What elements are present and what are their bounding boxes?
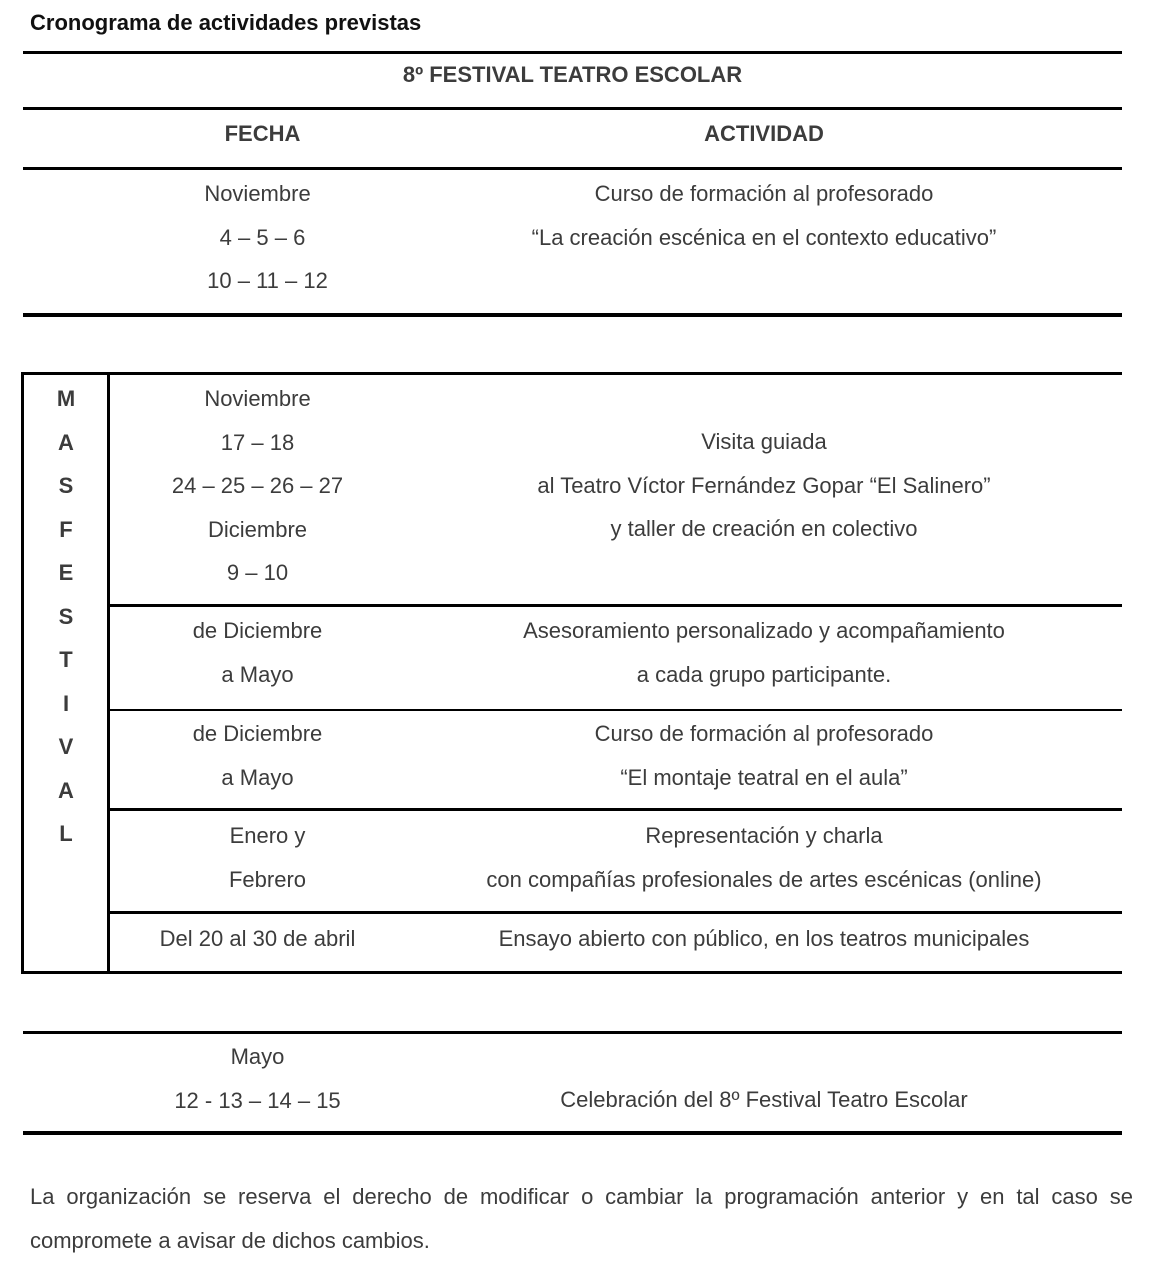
label-letter: S (58, 473, 74, 498)
activity-line: Celebración del 8º Festival Teatro Escolar (560, 1087, 968, 1112)
divider (23, 313, 1122, 317)
date-line: a Mayo (221, 764, 294, 790)
activity-line: Ensayo abierto con público, en los teatros municipales (498, 926, 1030, 951)
date-line: 4 – 5 – 6 (219, 224, 306, 250)
activity-cell (405, 172, 1123, 259)
date-line: 12 - 13 – 14 – 15 (174, 1087, 341, 1113)
column-header-activity: ACTIVIDAD (704, 121, 824, 146)
label-letter: A (58, 429, 74, 455)
festival-heading: 8º FESTIVAL TEATRO ESCOLAR (402, 62, 743, 87)
date-line: 17 – 18 (220, 429, 295, 455)
divider (21, 372, 1122, 375)
activity-line: Visita guiada (701, 429, 827, 454)
activity-line: y taller de creación en colectivo (610, 516, 918, 541)
date-line: 24 – 25 – 26 – 27 (171, 473, 344, 498)
divider (23, 167, 1122, 170)
label-letter: I (62, 690, 70, 716)
label-letter: T (59, 647, 73, 672)
divider (108, 911, 1122, 914)
activity-cell (405, 712, 1123, 799)
date-line: Diciembre (207, 516, 308, 542)
date-cell (110, 609, 405, 696)
activity-line: Curso de formación al profesorado (594, 721, 934, 746)
activity-line: “El montaje teatral en el aula” (620, 764, 908, 790)
date-cell (110, 712, 405, 799)
activity-cell (405, 814, 1123, 901)
activity-line: Representación y charla (645, 823, 883, 848)
activity-cell (405, 420, 1123, 551)
divider (23, 107, 1122, 110)
date-line: Noviembre (204, 181, 311, 206)
date-cell (120, 814, 415, 901)
date-cell (110, 1035, 405, 1122)
activity-line: Curso de formación al profesorado (594, 181, 934, 206)
date-line: 9 – 10 (226, 560, 289, 585)
column-header-date: FECHA (224, 121, 301, 146)
date-line: Enero y (229, 823, 306, 848)
divider (108, 709, 1122, 711)
divider (23, 51, 1122, 54)
divider (108, 604, 1122, 607)
label-letter: F (59, 516, 73, 542)
label-letter: L (59, 821, 73, 846)
label-letter: A (58, 777, 74, 803)
label-letter: M (56, 386, 76, 411)
date-line: de Diciembre (192, 721, 323, 746)
activity-cell (405, 917, 1123, 961)
masfestival-vertical-label (23, 377, 109, 856)
label-letter: E (58, 560, 74, 585)
activity-cell (405, 609, 1123, 696)
date-cell (110, 172, 405, 303)
label-letter: S (58, 603, 74, 629)
divider (21, 971, 1122, 974)
divider (108, 808, 1122, 811)
date-line: a Mayo (221, 661, 294, 687)
page-title: Cronograma de actividades previstas (30, 10, 422, 35)
date-line: Noviembre (204, 386, 311, 411)
divider (23, 1031, 1122, 1034)
date-line: 10 – 11 – 12 (207, 268, 328, 293)
activity-line: a cada grupo participante. (636, 661, 892, 687)
label-letter: V (58, 734, 74, 759)
activity-line: “La creación escénica en el contexto educativo” (531, 224, 997, 250)
date-line: de Diciembre (192, 618, 323, 643)
activity-line: Asesoramiento personalizado y acompañamiento (523, 618, 1005, 643)
activity-line: con compañías profesionales de artes escénicas (online) (486, 866, 1042, 892)
activity-line: al Teatro Víctor Fernández Gopar “El Salinero” (537, 472, 991, 498)
date-line: Del 20 al 30 de abril (159, 926, 356, 951)
date-line: Febrero (228, 866, 307, 892)
activity-cell (405, 1078, 1123, 1122)
date-cell (110, 377, 405, 595)
date-cell (110, 917, 405, 961)
date-line: Mayo (230, 1044, 285, 1069)
disclaimer-note: La organización se reserva el derecho de modificar o cambiar la programación anterior y en tal caso se compromete a avisar de dichos cambios. (30, 1184, 1133, 1253)
divider (23, 1131, 1122, 1135)
